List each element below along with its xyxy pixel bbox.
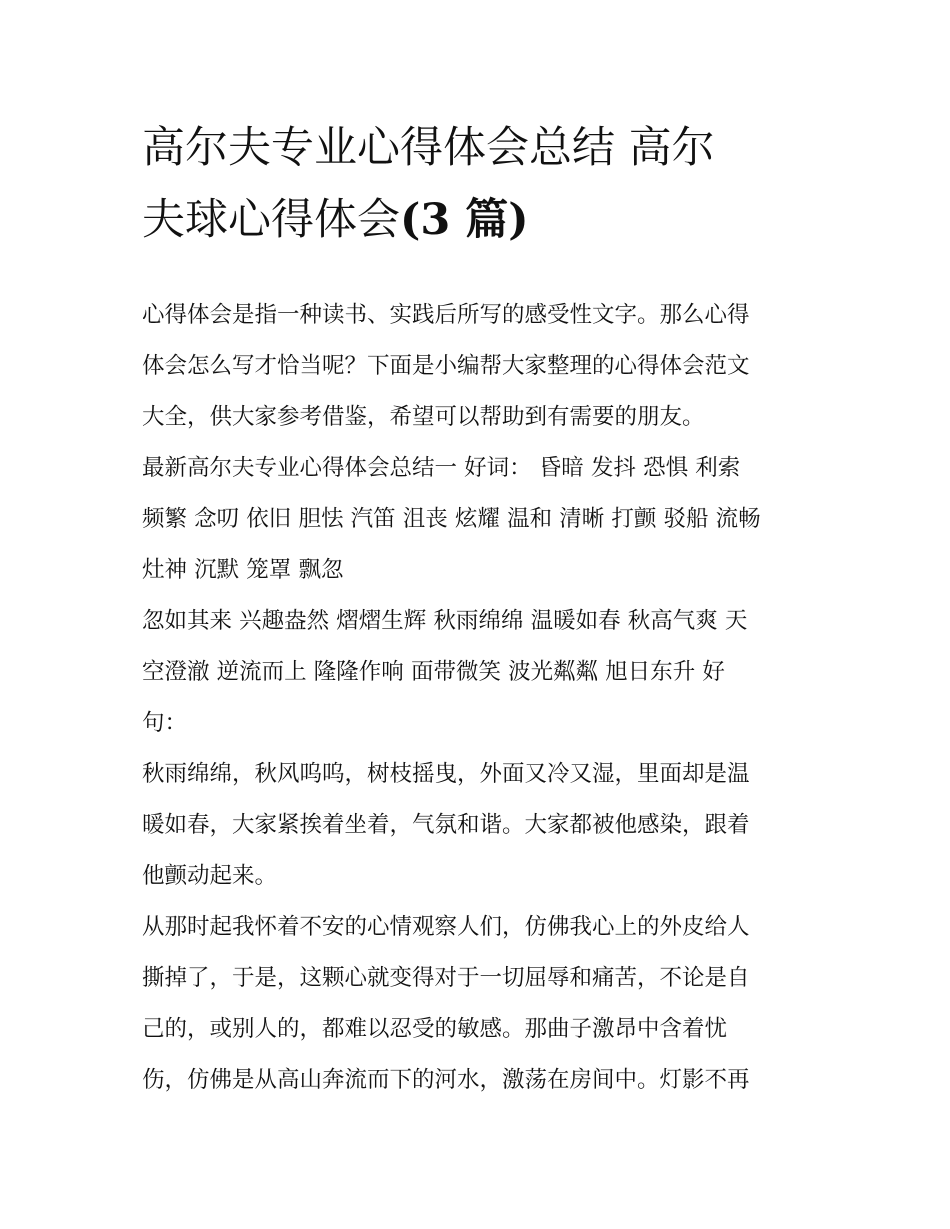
body-line: 秋雨绵绵，秋风呜呜，树枝摇曳，外面又冷又湿，里面却是温 [142,761,750,787]
document-content [142,112,814,1106]
body-line: 体会怎么写才恰当呢？下面是小编帮大家整理的心得体会范文 [142,353,750,379]
body-line: 从那时起我怀着不安的心情观察人们，仿佛我心上的外皮给人 [142,914,750,940]
body-line: 大全，供大家参考借鉴，希望可以帮助到有需要的朋友。 [142,404,705,430]
body-line: 暖如春，大家紧挨着坐着，气氛和谐。大家都被他感染，跟着 [142,812,750,838]
body-line: 句： [142,710,188,736]
body-line: 最新高尔夫专业心得体会总结一 好词： 昏暗 发抖 恐惧 利索 [142,455,741,481]
title-line [142,112,810,184]
document-body [142,290,814,1106]
body-line: 灶神 沉默 笼罩 飘忽 [142,557,344,583]
body-line: 己的，或别人的，都难以忍受的敏感。那曲子激昂中含着忧 [142,1016,728,1042]
body-line: 忽如其来 兴趣盎然 熠熠生辉 秋雨绵绵 温暖如春 秋高气爽 天 [142,608,748,634]
body-line: 他颤动起来。 [142,863,278,889]
body-line: 频繁 念叨 依旧 胆怯 汽笛 沮丧 炫耀 温和 清晰 打颤 驳船 流畅 [142,506,761,532]
title-line-text: 高尔夫专业心得体会总结 高尔 [142,123,715,173]
body-line: 撕掉了，于是，这颗心就变得对于一切屈辱和痛苦，不论是自 [142,965,750,991]
title-line-text: 夫球心得体会 [142,195,400,245]
document-title [142,112,810,256]
body-line: 空澄澈 逆流而上 隆隆作响 面带微笑 波光粼粼 旭日东升 好 [142,659,725,685]
title-line-bold: (3 篇) [400,195,529,245]
body-line: 伤，仿佛是从高山奔流而下的河水，激荡在房间中。灯影不再 [142,1067,750,1093]
body-line: 心得体会是指一种读书、实践后所写的感受性文字。那么心得 [142,302,750,328]
title-line [142,184,810,256]
